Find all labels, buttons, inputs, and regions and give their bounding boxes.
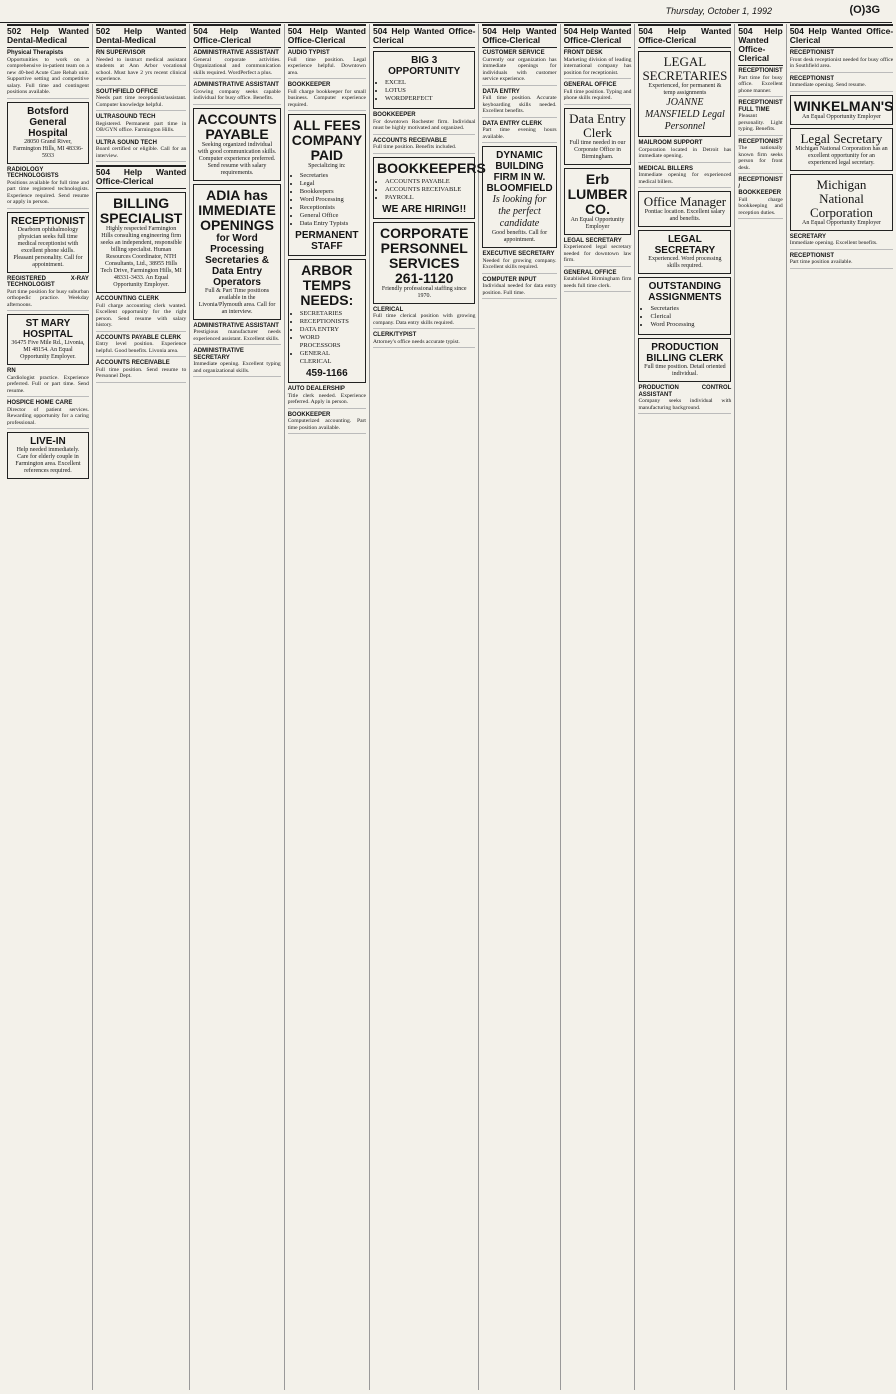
ad-box-footer: JOANNE MANSFIELD Legal Personnel bbox=[645, 97, 725, 132]
column-4 bbox=[285, 24, 370, 1390]
ad-title: RECEPTIONIST bbox=[789, 75, 835, 82]
ad-box-title: CORPORATE PERSONNEL SERVICES bbox=[380, 224, 469, 271]
ad-body: Director of patient services. Rewarding opportunity for a caring professional. bbox=[7, 406, 89, 426]
ad bbox=[7, 276, 89, 312]
ad bbox=[482, 89, 556, 118]
ad-title: DATA ENTRY bbox=[482, 88, 520, 95]
ad-body: Part time evening hours available. bbox=[482, 127, 557, 140]
ad-body: Growing company seeks capable individual for busy office. Benefits. bbox=[193, 88, 281, 101]
ad-body: Established Birmingham firm needs full time clerk. bbox=[563, 276, 632, 289]
ad-title: DATA ENTRY CLERK bbox=[482, 120, 543, 127]
classified-columns bbox=[4, 24, 894, 1390]
masthead bbox=[0, 0, 892, 23]
ad-body: Computerized accounting. Part time position available. bbox=[287, 418, 366, 431]
ad-title: COMPUTER INPUT bbox=[482, 276, 537, 283]
ad-body: Immediate opening for experienced medical billers. bbox=[638, 172, 732, 185]
ad-body: Needs part time receptionist/assistant. Computer knowledge helpful. bbox=[95, 95, 187, 108]
ad bbox=[790, 76, 894, 92]
section-heading: 504 Help Wanted Office-Clerical bbox=[373, 24, 476, 48]
ad-title: ULTRASOUND TECH bbox=[95, 114, 156, 120]
list-item: • EXCEL bbox=[385, 79, 472, 87]
list-item: • SECRETARIES bbox=[300, 310, 362, 318]
page-number: (O)3G bbox=[849, 4, 880, 16]
ad bbox=[738, 100, 782, 136]
ad bbox=[288, 82, 366, 111]
ad-title: ADMINISTRATIVE ASSISTANT bbox=[193, 322, 279, 329]
ad-body: Pleasant personality. Light typing. Benefits. bbox=[738, 113, 783, 132]
ad-box bbox=[373, 157, 486, 219]
ad bbox=[638, 385, 731, 414]
section-heading: 504 Help Wanted Office-Clerical bbox=[564, 24, 632, 48]
ad bbox=[482, 50, 556, 86]
ad bbox=[738, 177, 782, 219]
ad-box-list bbox=[292, 172, 362, 228]
ad-box-body: Experienced. Word processing skills required. bbox=[648, 256, 722, 269]
ad bbox=[96, 50, 186, 86]
ad-title: REGISTERED X-RAY TECHNOLOGIST bbox=[7, 275, 89, 288]
ad-box bbox=[564, 168, 632, 235]
ad-box-footer: 459-1166 bbox=[305, 368, 348, 379]
ad-box-title: LEGAL SECRETARIES bbox=[642, 54, 728, 83]
ad-box-title: ALL FEES COMPANY PAID bbox=[291, 117, 363, 163]
ad bbox=[288, 50, 366, 79]
ad-title: ADMINISTRATIVE ASSISTANT bbox=[193, 82, 279, 88]
list-item: • ACCOUNTS RECEIVABLE bbox=[385, 186, 472, 194]
ad-box-list bbox=[292, 310, 362, 366]
list-item: • LOTUS bbox=[385, 87, 472, 95]
section-heading: 504 Help Wanted Office-Clerical bbox=[193, 24, 280, 48]
column-6 bbox=[479, 24, 560, 1390]
ad bbox=[564, 82, 632, 105]
ad-box bbox=[482, 146, 556, 248]
ad-box-title: BILLING SPECIALIST bbox=[99, 195, 183, 226]
ad bbox=[482, 121, 556, 144]
ad-body: Immediate opening. Send resume. bbox=[789, 82, 866, 88]
list-item: • Word Processing bbox=[300, 196, 362, 204]
ad-title: ADMINISTRATIVE SECRETARY bbox=[193, 348, 244, 361]
ad-box-body: Help needed immediately. Care for elderly couple in Farmington area. Excellent references required. bbox=[15, 447, 81, 474]
ad-box bbox=[638, 338, 731, 382]
ad-body: Immediate opening. Excellent benefits. bbox=[789, 240, 878, 246]
ad-title: RECEPTIONIST bbox=[789, 252, 835, 259]
list-item: • Clerical bbox=[650, 313, 727, 321]
ad-box-list bbox=[642, 305, 727, 329]
ad-body: Opportunities to work on a comprehensive in-patient team on a new 40-bed Acute Care Rehab unit. Supportive setting and competitive salary. Full time and contingent positions available. bbox=[7, 56, 89, 95]
column-1 bbox=[4, 24, 93, 1390]
list-item: • RECEPTIONISTS bbox=[300, 318, 362, 326]
ad-title: ACCOUNTING CLERK bbox=[95, 296, 159, 302]
ad bbox=[790, 234, 894, 250]
ad-title: SECRETARY bbox=[789, 233, 827, 240]
ad-box-title: Legal Secretary bbox=[800, 130, 883, 146]
ad bbox=[193, 348, 280, 377]
ad-title: RN SUPERVISOR bbox=[95, 50, 146, 56]
ad bbox=[373, 138, 476, 154]
ad-title: ACCOUNTS RECEIVABLE bbox=[372, 137, 447, 144]
ad-box-body: Full time position. Detail oriented individual. bbox=[644, 364, 726, 377]
list-item: • GENERAL CLERICAL bbox=[300, 350, 362, 366]
ad-box-title: RECEPTIONIST bbox=[11, 215, 85, 227]
section-heading: 504 Help Wanted Office-Clerical bbox=[638, 24, 731, 48]
ad-title: MAILROOM SUPPORT bbox=[638, 140, 703, 146]
ad-box-title: Botsford General Hospital bbox=[27, 105, 69, 139]
ad-body: Needed for growing company. Excellent skills required. bbox=[482, 257, 557, 270]
ad-body: Prestigious manufacturer needs experienced assistant. Excellent skills. bbox=[193, 329, 281, 342]
ad-box-body: 28050 Grand River, Farmington Hills, MI 48336-5933 bbox=[12, 138, 83, 159]
ad-title: CLERK/TYPIST bbox=[372, 332, 417, 338]
ad bbox=[7, 167, 89, 209]
ad-box bbox=[638, 51, 731, 137]
ad-box-title: LIVE-IN bbox=[30, 436, 66, 447]
list-item: • DATA ENTRY bbox=[300, 326, 362, 334]
ad-title: RECEPTIONIST / BOOKKEEPER bbox=[738, 177, 783, 196]
ad-title: ACCOUNTS RECEIVABLE bbox=[95, 360, 170, 366]
company-logo: WINKELMAN'S bbox=[793, 97, 894, 114]
ad bbox=[96, 89, 186, 112]
ad bbox=[96, 114, 186, 137]
column-10 bbox=[787, 24, 896, 1390]
column-2 bbox=[93, 24, 190, 1390]
ad-title: CUSTOMER SERVICE bbox=[482, 50, 545, 56]
ad-title: LEGAL SECRETARY bbox=[563, 237, 622, 244]
ad-box-body: Highly respected Farmington Hills consulting engineering firm seeks an independent, responsible billing specialist. Human Resources Coordinator, NTH Consultants, Ltd., 38955 Hills Tech Drive, Farmington Hills, MI 48331-3433. An Equal Opportunity Employer. bbox=[100, 226, 182, 288]
column-7 bbox=[561, 24, 636, 1390]
ad-box-title: LEGAL SECRETARY bbox=[654, 234, 716, 256]
ad-box bbox=[373, 51, 476, 109]
ad-box bbox=[7, 314, 89, 365]
ad-title: AUTO DEALERSHIP bbox=[287, 386, 345, 392]
list-item: • ACCOUNTS PAYABLE bbox=[385, 178, 472, 186]
ad-body: Full time position. Benefits included. bbox=[372, 144, 457, 150]
ad-box bbox=[638, 277, 731, 335]
ad-body: Part time position available. bbox=[789, 259, 853, 265]
ad-title: RADIOLOGY TECHNOLOGISTS bbox=[7, 166, 59, 179]
ad-title: RN bbox=[7, 368, 16, 374]
ad-body: Positions available for full time and part time registered technologists. Experience required. Send resume or apply in person. bbox=[7, 179, 89, 205]
ad bbox=[96, 296, 186, 332]
ad-box-subtitle: Is looking for the perfect candidate bbox=[492, 194, 547, 229]
ad-box-title: ST MARY HOSPITAL bbox=[23, 318, 73, 340]
ad-body: Corporation located in Detroit has immediate opening. bbox=[638, 146, 732, 159]
ad-box-title: PRODUCTION BILLING CLERK bbox=[646, 342, 724, 364]
ad-box bbox=[288, 259, 366, 383]
ad-body: Company seeks individual with manufacturing background. bbox=[638, 398, 732, 411]
ad-title: CLERICAL bbox=[372, 306, 404, 313]
ad-box bbox=[564, 108, 632, 165]
ad-box-subtitle: An Equal Opportunity Employer bbox=[802, 219, 881, 226]
ad-box bbox=[790, 95, 894, 125]
ad-box-body: An Equal Opportunity Employer bbox=[570, 216, 625, 230]
ad-box-body: Dearborn ophthalmology physician seeks full time medical receptionist with excellent phone skills. Pleasant personality. Call for appointment. bbox=[13, 226, 83, 268]
ad-body: Experienced legal secretary needed for downtown law firm. bbox=[563, 244, 632, 263]
ad-box-subtitle: for Word Processing Secretaries & Data Entry Operators bbox=[205, 232, 269, 288]
ad bbox=[7, 400, 89, 429]
ad-box bbox=[373, 222, 476, 304]
ad-box-title: ADIA has IMMEDIATE OPENINGS bbox=[198, 186, 276, 233]
ad-title: RECEPTIONIST bbox=[738, 138, 783, 145]
ad-body: Immediate opening. Excellent typing and organizational skills. bbox=[193, 361, 281, 374]
ad bbox=[193, 50, 280, 79]
ad bbox=[738, 139, 782, 175]
ad-box bbox=[193, 108, 280, 181]
ad-title: RECEPTIONIST FULL TIME bbox=[738, 100, 783, 113]
list-item: • Legal bbox=[300, 180, 362, 188]
ad-box-title: Office Manager bbox=[643, 194, 727, 209]
ad-title: ADMINISTRATIVE ASSISTANT bbox=[193, 50, 279, 56]
ad-box-title: ARBOR TEMPS NEEDS: bbox=[300, 262, 354, 308]
ad-title: MEDICAL BILLERS bbox=[638, 165, 694, 172]
ad-body: Full time clerical position with growing company. Data entry skills required. bbox=[372, 313, 476, 326]
section-heading: 504 Help Wanted Office-Clerical bbox=[96, 165, 186, 189]
ad bbox=[7, 50, 89, 99]
ad-box-title: BOOKKEEPERS bbox=[376, 159, 486, 176]
ad-box-list bbox=[377, 178, 472, 202]
ad bbox=[564, 238, 632, 267]
ad bbox=[7, 368, 89, 397]
ad-box-body: Full time needed in our Corporate Office in Birmingham. bbox=[569, 139, 626, 160]
ad-box bbox=[7, 102, 89, 164]
ad-box bbox=[790, 128, 894, 171]
ad-title: EXECUTIVE SECRETARY bbox=[482, 251, 555, 257]
ad-box-title: BIG 3 OPPORTUNITY bbox=[388, 55, 461, 77]
ad-body: Marketing division of leading international company has position for receptionist. bbox=[563, 56, 632, 76]
ad-box-title: OUTSTANDING ASSIGNMENTS bbox=[648, 281, 722, 303]
list-item: • PAYROLL bbox=[385, 194, 472, 202]
ad-title: BOOKKEEPER bbox=[287, 411, 331, 418]
ad-body: Title clerk needed. Experience preferred. Apply in person. bbox=[287, 392, 366, 405]
ad-box-subtitle: Specializing in: bbox=[308, 163, 346, 169]
ad-title: BOOKKEEPER bbox=[287, 82, 331, 88]
column-5 bbox=[370, 24, 486, 1390]
ad bbox=[193, 82, 280, 105]
list-item: • Secretaries bbox=[300, 172, 362, 180]
ad-body: Full time position. Send resume to Personnel Dept. bbox=[95, 366, 187, 379]
issue-date: Thursday, October 1, 1992 bbox=[665, 6, 772, 16]
column-3 bbox=[190, 24, 284, 1390]
ad bbox=[288, 386, 366, 409]
section-heading: 504 Help Wanted Office-Clerical bbox=[738, 24, 782, 66]
ad bbox=[790, 50, 894, 73]
ad-box-footer: WE ARE HIRING!! bbox=[382, 203, 467, 215]
ad bbox=[638, 140, 731, 163]
ad-box bbox=[96, 192, 186, 293]
ad-box-subtitle: Experienced, for permanent & temp assignments bbox=[648, 83, 722, 96]
ad bbox=[373, 112, 476, 135]
ad bbox=[738, 68, 782, 97]
ad-box-list bbox=[377, 79, 472, 103]
column-9 bbox=[735, 24, 786, 1390]
ad-box-body: Good benefits. Call for appointment. bbox=[491, 230, 548, 243]
section-heading: 504 Help Wanted Office-Clerical bbox=[790, 24, 894, 48]
ad-box-body: 36475 Five Mile Rd., Livonia, MI 48154. An Equal Opportunity Employer. bbox=[11, 340, 85, 360]
ad-box-subtitle: An Equal Opportunity Employer bbox=[802, 113, 881, 120]
ad bbox=[288, 412, 366, 435]
ad-box-body: Seeking organized individual with good communication skills. Computer experience preferred. Send resume with salary requirements. bbox=[197, 141, 277, 176]
list-item: • General Office bbox=[300, 212, 362, 220]
section-heading: 504 Help Wanted Office-Clerical bbox=[288, 24, 366, 48]
ad-body: Full time position. Accurate keyboarding skills needed. Excellent benefits. bbox=[482, 95, 557, 114]
ad-title: HOSPICE HOME CARE bbox=[7, 400, 73, 406]
ad bbox=[193, 323, 280, 346]
ad-body: Full charge accounting clerk wanted. Excellent opportunity for the right person. Send resume with salary history. bbox=[95, 302, 187, 328]
ad-box-title: Michigan National Corporation bbox=[810, 176, 873, 220]
ad-title: AUDIO TYPIST bbox=[287, 50, 330, 56]
ad bbox=[564, 50, 632, 79]
ad-body: Needed to instruct medical assistant students at Ann Arbor vocational school. Must have 2 yrs recent clinical experience. bbox=[95, 56, 187, 82]
ad-body: Front desk receptionist needed for busy office in Southfield area. bbox=[789, 56, 894, 69]
ad-body: Full time position. Legal experience helpful. Downtown area. bbox=[287, 56, 366, 76]
ad-body: Full charge bookkeeping and reception duties. bbox=[738, 196, 783, 216]
ad-box-footer: PERMANENT STAFF bbox=[295, 230, 359, 252]
ad-box-body: Full & Part Time positions available in the Livonia/Plymouth area. Call for an interview. bbox=[198, 287, 276, 315]
ad-body: Part time position for busy suburban orthopedic practice. Weekday afternoons. bbox=[7, 288, 89, 308]
list-item: • Secretaries bbox=[650, 305, 727, 313]
ad-body: Board certified or eligible. Call for an interview. bbox=[95, 146, 187, 159]
ad-body: The nationally known firm seeks person for front desk. bbox=[738, 145, 783, 171]
ad-body: Registered. Permanent part time in OB/GYN office. Farmington Hills. bbox=[95, 120, 187, 133]
ad-box-title: DYNAMIC BUILDING FIRM IN W. BLOOMFIELD bbox=[486, 150, 553, 194]
ad-body: Individual needed for data entry position. Full time. bbox=[482, 283, 557, 296]
ad bbox=[790, 253, 894, 269]
column-8 bbox=[635, 24, 735, 1390]
ad-body: Currently our organization has immediate openings for individuals with customer service experience. bbox=[482, 56, 557, 82]
ad-box bbox=[638, 230, 731, 274]
ad-body: Entry level position. Experience helpful. Good benefits. Livonia area. bbox=[95, 341, 187, 354]
list-item: • Receptionists bbox=[300, 204, 362, 212]
ad bbox=[96, 360, 186, 383]
ad-body: Cardiologist practice. Experience preferred. Full or part time. Send resume. bbox=[7, 374, 89, 394]
ad bbox=[96, 335, 186, 358]
ad-body: For downtown Rochester firm. Individual must be highly motivated and organized. bbox=[372, 118, 476, 131]
ad-title: RECEPTIONIST bbox=[738, 68, 783, 74]
ad-title: FRONT DESK bbox=[563, 50, 603, 56]
ad bbox=[373, 307, 476, 330]
ad-box bbox=[638, 191, 731, 227]
ad-box bbox=[193, 184, 280, 320]
ad-body: Attorney's office needs accurate typist. bbox=[372, 338, 460, 345]
ad-title: Physical Therapists bbox=[7, 50, 64, 56]
ad-box-title: Data Entry Clerk bbox=[569, 110, 626, 140]
list-item: • WORDPERFECT bbox=[385, 95, 472, 103]
list-item: • WORD PROCESSORS bbox=[300, 334, 362, 350]
ad-box bbox=[288, 114, 366, 256]
ad-title: ULTRA SOUND TECH bbox=[95, 139, 157, 146]
ad-title: RECEPTIONIST bbox=[789, 50, 835, 56]
ad-box-title: ACCOUNTS PAYABLE bbox=[197, 110, 277, 142]
list-item: • Data Entry Typists bbox=[300, 220, 362, 228]
ad-box-body: Michigan National Corporation has an excellent opportunity for an experienced legal secretary. bbox=[795, 145, 888, 166]
ad bbox=[482, 277, 556, 300]
ad-title: PRODUCTION CONTROL ASSISTANT bbox=[638, 385, 732, 398]
ad-title: ACCOUNTS PAYABLE CLERK bbox=[95, 334, 182, 341]
list-item: • Bookkeepers bbox=[300, 188, 362, 196]
ad bbox=[482, 251, 556, 274]
ad bbox=[96, 140, 186, 163]
ad-body: Full charge bookkeeper for small business. Computer experience required. bbox=[287, 88, 366, 108]
ad-box-body: Pontiac location. Excellent salary and benefits. bbox=[644, 209, 726, 222]
ad-body: Part time for busy office. Excellent phone manner. bbox=[738, 74, 783, 94]
ad-title: SOUTHFIELD OFFICE bbox=[95, 88, 158, 95]
ad-box bbox=[790, 174, 894, 231]
ad-box bbox=[7, 432, 89, 479]
section-heading: 504 Help Wanted Office-Clerical bbox=[482, 24, 556, 48]
ad-title: GENERAL OFFICE bbox=[563, 269, 617, 276]
ad-title: BOOKKEEPER bbox=[372, 112, 416, 118]
section-heading: 502 Help Wanted Dental-Medical bbox=[7, 24, 89, 48]
section-heading: 502 Help Wanted Dental-Medical bbox=[96, 24, 186, 48]
ad-box-body: Friendly professional staffing since 1970. bbox=[381, 285, 467, 299]
ad bbox=[373, 332, 476, 348]
ad-title: GENERAL OFFICE bbox=[563, 82, 617, 88]
ad-box bbox=[7, 212, 89, 273]
ad bbox=[638, 166, 731, 189]
ad-body: Full time position. Typing and phone skills required. bbox=[563, 88, 632, 101]
company-logo: Erb LUMBER CO. bbox=[567, 170, 628, 217]
ad-box-phone: 261-1120 bbox=[395, 269, 454, 286]
ad-body: General corporate activities. Organizational and communication skills required. WordPerfect a plus. bbox=[193, 56, 281, 76]
list-item: • Word Processing bbox=[650, 321, 727, 329]
ad bbox=[564, 270, 632, 293]
